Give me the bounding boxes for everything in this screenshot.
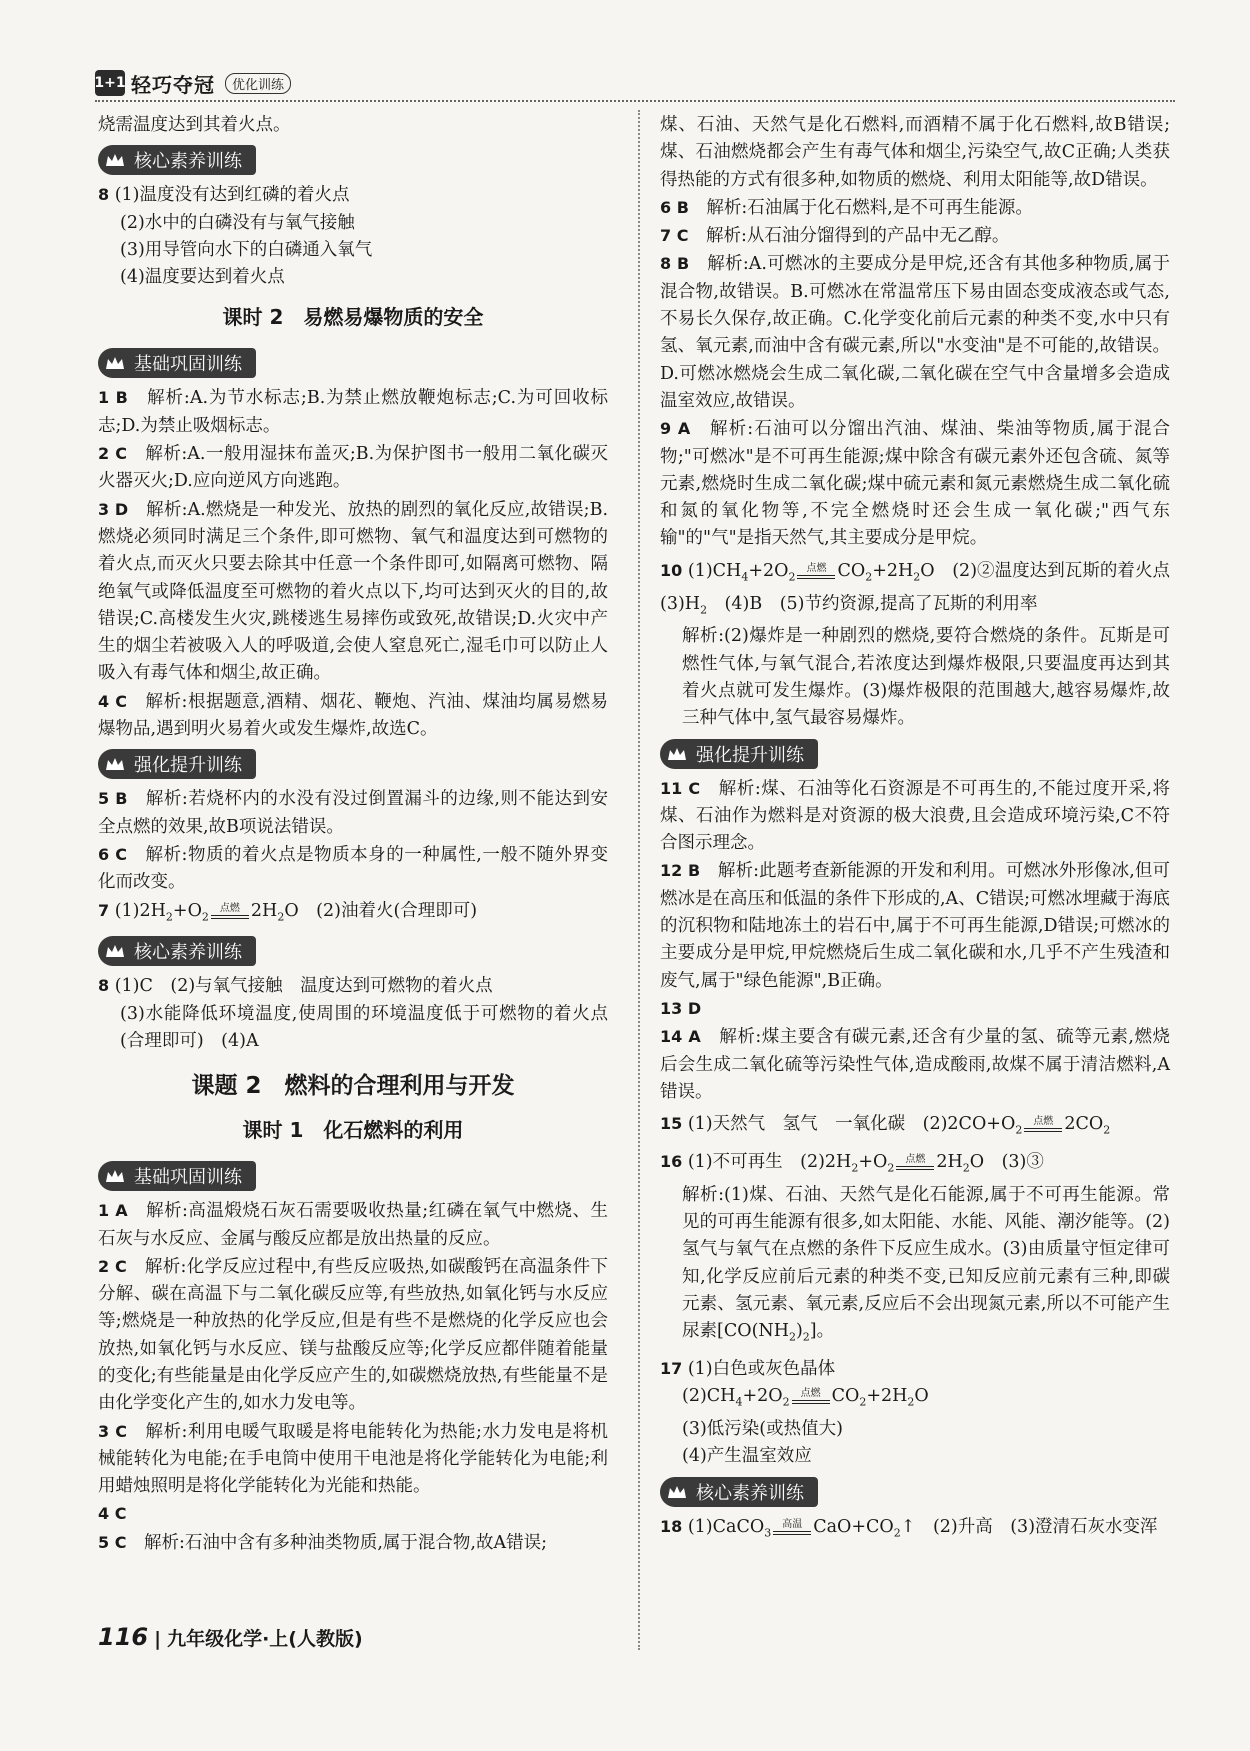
answer-item (98, 785, 608, 841)
equation-part: CO (831, 1386, 860, 1407)
equation-part: 2H (250, 900, 278, 921)
column-divider (638, 110, 640, 1650)
answer-item (660, 1355, 1170, 1383)
question-number: 18 (660, 1516, 683, 1536)
answer-item (98, 1197, 608, 1253)
answer-item (98, 440, 608, 496)
answer-text: 煤、石油、天然气是化石燃料,而酒精不属于化石燃料,故B错误;煤、石油燃烧都会产生有毒气体和烟尘,污染空气,故C正确;人类获得热能的方式有很多种,如物质的燃烧、利用太阳能等,故D错误。 (660, 115, 1170, 190)
crown-icon (666, 745, 688, 763)
subscript: 2 (859, 1395, 867, 1409)
subscript: 2 (1015, 1123, 1023, 1137)
answer-item (98, 1253, 608, 1418)
banner-label: 基础巩固训练 (134, 354, 242, 376)
answer-text: 解析:A.燃烧是一种发光、放热的剧烈的氧化反应,故错误;B.燃烧必须同时满足三个条件,即可燃物、氧气和温度达到可燃物的着火点,而灭火只要去除其中任意一个条件即可,如隔离可燃物、隔绝氧气或降低温度至可燃物的着火点以下,均可达到灭火的目的,故错误;C.高楼发生火灾,跳楼逃生易摔伤或致死,故错误;D.火灾中产生的烟尘若被吸入人的呼吸道,会使人窒息死亡,湿毛巾可以防止人吸入有毒气体和烟尘,故正确。 (98, 499, 609, 684)
equation-part: CaO+CO (813, 1516, 894, 1537)
subscript: 2 (887, 1161, 895, 1175)
answer-text: 解析:石油中含有多种油类物质,属于混合物,故A错误; (143, 1532, 548, 1553)
answer-text: 解析:A.可燃冰的主要成分是甲烷,还含有其他多种物质,属于混合物,故错误。B.可燃冰在常温常压下易由固态变成液态或气态,不易长久保存,故正确。C.化学变化前后元素的种类不变,水中只有氢、氧元素,而油中含有碳元素,所以"水变油"是不可能的,故错误。D.可燃冰燃烧会生成二氧化碳,二氧化碳在空气中含量增多会造成温室效应,故错误。 (660, 254, 1170, 411)
question-number: 11 C (660, 778, 701, 798)
condition-label: 点燃 (905, 1153, 926, 1165)
equation-part: +2H (872, 560, 914, 581)
topic-title: 课题 2 燃料的合理利用与开发 (191, 1073, 515, 1100)
question-number: 8 (98, 976, 110, 996)
answer-item (98, 1529, 608, 1557)
answer-item (98, 972, 608, 1000)
question-number: 16 (660, 1151, 683, 1171)
answer-item (660, 857, 1170, 994)
answer-item (98, 897, 608, 931)
banner-label: 核心素养训练 (134, 942, 242, 964)
answer-text: 解析:化学反应过程中,有些反应吸热,如碳酸钙在高温条件下分解、碳在高温下与二氧化碳反应等,有些放热,如氧化钙与水反应等;燃烧是一种放热的化学反应,但是有些不是燃烧的化学反应也会放热,如氧化钙与水反应、镁与盐酸反应等;化学反应都伴随着能量的变化;有些能量是由化学反应产生的,如碳燃烧放热,有些能量不是由化学变化产生的,如水力发电等。 (98, 1256, 608, 1414)
answer-text (660, 1383, 1170, 1416)
subscript: 4 (741, 570, 749, 584)
question-number: 3 C (98, 1421, 127, 1441)
equation-part: O (3)③ (969, 1151, 1044, 1172)
subscript: 2 (788, 570, 796, 584)
logo-mark-icon: 1+1 (95, 70, 125, 96)
section-banner (98, 1161, 256, 1191)
section-banner (98, 749, 256, 779)
crown-icon (104, 755, 126, 773)
section-banner (660, 739, 818, 769)
banner-label: 强化提升训练 (134, 755, 242, 777)
question-number: 3 D (98, 499, 129, 519)
answer-text: (4)温度要达到着火点 (120, 267, 285, 288)
condition-label: 高温 (782, 1518, 803, 1530)
crown-icon (104, 354, 126, 372)
reaction-condition (773, 1520, 811, 1535)
subscript: 2 (165, 910, 173, 924)
equation-part: (4)B (5)节约资源,提高了瓦斯的利用率 (707, 593, 1038, 614)
header-divider (95, 100, 1175, 102)
answer-item (660, 1148, 1170, 1182)
answer-item (660, 1513, 1170, 1547)
answer-text: (4)产生温室效应 (682, 1446, 812, 1467)
left-column (98, 112, 608, 1557)
explanation-text (660, 1182, 1170, 1351)
brand-title: 轻巧夺冠 (131, 72, 215, 97)
subscript: 2 (865, 570, 873, 584)
footer-divider: | (154, 1628, 162, 1650)
reaction-condition (797, 564, 835, 579)
question-number: 12 B (660, 861, 701, 881)
explanation-part: ]。 (809, 1321, 835, 1342)
answer-text: 解析:石油属于化石燃料,是不可再生能源。 (706, 197, 1033, 218)
section-banner (98, 145, 256, 175)
condition-label: 点燃 (806, 562, 827, 574)
brand-subtitle: 优化训练 (225, 73, 291, 94)
subscript: 2 (700, 603, 708, 617)
equation-part: CO (837, 560, 866, 581)
explanation-part: 解析:(1)煤、石油、天然气是化石能源,属于不可再生能源。常见的可再生能源有很多,如太阳能、水能、风能、潮汐能等。(2)氢气与氧气在点燃的条件下反应生成水。(3)由质量守恒定律可知,化学反应前后元素的种类不变,已知反应前元素有三种,即碳元素、氢元素、氧元素,反应后不会出现氮元素,所以不可能产生尿素[CO(NH (682, 1184, 1170, 1342)
section-banner (660, 1477, 818, 1507)
answer-item (660, 415, 1170, 552)
subscript: 2 (802, 1330, 810, 1344)
book-title: 九年级化学·上(人教版) (167, 1628, 363, 1650)
equation-part: +O (172, 900, 202, 921)
equation-part: 2H (936, 1151, 963, 1172)
subscript: 2 (277, 910, 285, 924)
answer-item (660, 995, 1170, 1023)
question-number: 8 B (660, 254, 690, 274)
answer-text: 解析:根据题意,酒精、烟花、鞭炮、汽油、煤油均属易燃易爆物品,遇到明火易着火或发生爆炸,故选C。 (98, 691, 608, 740)
reaction-condition (1024, 1117, 1062, 1132)
answer-text: (3)低污染(或热值大) (682, 1419, 843, 1440)
equation-part: O (914, 1386, 929, 1407)
equation-part: +2O (742, 1386, 783, 1407)
question-number: 13 D (660, 998, 702, 1018)
answer-text: 解析:利用电暖气取暖是将电能转化为热能;水力发电是将机械能转化为电能;在手电筒中使用干电池是将化学能转化为电能;利用蜡烛照明是将化学能转化为光能和热能。 (98, 1421, 609, 1497)
answer-item (98, 384, 608, 440)
crown-icon (666, 1483, 688, 1501)
answer-item (98, 841, 608, 897)
answer-item (98, 688, 608, 744)
condition-label: 点燃 (219, 902, 240, 914)
answer-text: (1)C (2)与氧气接触 温度达到可燃物的着火点 (114, 976, 493, 997)
section-banner (98, 348, 256, 378)
reaction-condition (896, 1155, 934, 1170)
lesson-title: 课时 1 化石燃料的利用 (242, 1118, 464, 1143)
question-number: 8 (98, 185, 110, 205)
text-line: 烧需温度达到其着火点。 (98, 115, 291, 135)
answer-text: 解析:高温煅烧石灰石需要吸收热量;红磷在氧气中燃烧、生石灰与水反应、金属与酸反应都是放出热量的反应。 (98, 1201, 609, 1249)
equation-part: +2O (748, 560, 789, 581)
equation-part: O (2)②温度达到瓦斯的着火点 (3)H (660, 560, 1188, 614)
page-footer (98, 1623, 363, 1651)
equation-part: (1)不可再生 (2)2H (687, 1151, 852, 1172)
question-number: 10 (660, 560, 683, 580)
question-number: 7 C (660, 226, 689, 246)
equation-part: (1)天然气 氢气 一氧化碳 (2)2CO+O (687, 1114, 1016, 1135)
condition-label: 点燃 (800, 1388, 821, 1400)
banner-label: 核心素养训练 (696, 1482, 804, 1504)
answer-text: 解析:物质的着火点是物质本身的一种属性,一般不随外界变化而改变。 (98, 844, 608, 893)
answer-item (660, 194, 1170, 222)
crown-icon (104, 151, 126, 169)
subscript: 4 (735, 1395, 743, 1409)
banner-label: 核心素养训练 (134, 151, 242, 173)
answer-item (660, 557, 1188, 624)
equation-part: +O (858, 1151, 888, 1172)
question-number: 4 C (98, 691, 127, 711)
question-number: 4 C (98, 1504, 127, 1524)
equation-part: (1)CaCO (687, 1516, 765, 1537)
answer-item (98, 181, 608, 209)
answer-item (98, 1418, 608, 1501)
question-number: 1 B (98, 388, 128, 408)
answer-item (660, 222, 1170, 250)
equation-part: +2H (866, 1386, 908, 1407)
answer-text: 解析:A.一般用湿抹布盖灭;B.为保护图书一般用二氧化碳灭火器灭火;D.应向逆风方向逃跑。 (98, 444, 609, 492)
question-number: 14 A (660, 1027, 701, 1047)
subscript: 2 (1103, 1123, 1111, 1137)
answer-item (98, 496, 608, 688)
answer-text: (3)水能降低环境温度,使周围的环境温度低于可燃物的着火点(合理即可) (4)A (120, 1003, 608, 1051)
brand-logo (95, 69, 291, 98)
answer-text: 解析:若烧杯内的水没有没过倒置漏斗的边缘,则不能达到安全点燃的效果,故B项说法错误。 (98, 789, 608, 837)
answer-text: 解析:煤、石油等化石资源是不可再生的,不能过度开采,将煤、石油作为燃料是对资源的极大浪费,且会造成环境污染,C不符合图示理念。 (660, 778, 1171, 854)
reaction-condition (211, 904, 249, 919)
answer-text: (3)用导管向水下的白磷通入氧气 (120, 239, 373, 260)
page-header (95, 66, 1175, 100)
answer-text: (1)温度没有达到红磷的着火点 (114, 185, 350, 206)
subscript: 2 (913, 570, 921, 584)
crown-icon (104, 942, 126, 960)
answer-text: (2)水中的白磷没有与氧气接触 (120, 212, 355, 233)
reaction-condition (792, 1389, 830, 1404)
subscript: 2 (782, 1395, 790, 1409)
subscript: 2 (788, 1330, 796, 1344)
right-column (660, 112, 1188, 1546)
explanation-text: 解析:(2)爆炸是一种剧烈的燃烧,要符合燃烧的条件。瓦斯是可燃性气体,与氧气混合,若浓度达到爆炸极限,只要温度再达到其着火点就可发生爆炸。(3)爆炸极限的范围越大,越容易爆炸,故三种气体中,氢气最容易爆炸。 (682, 626, 1170, 729)
question-number: 6 C (98, 844, 127, 864)
question-number: 15 (660, 1114, 683, 1134)
equation-part: O (2)油着火(合理即可) (284, 900, 478, 921)
subscript: 2 (893, 1526, 901, 1540)
crown-icon (104, 1167, 126, 1185)
question-number: 9 A (660, 419, 691, 439)
question-number: 2 C (98, 444, 127, 464)
explanation-part: ) (795, 1321, 803, 1342)
section-banner (98, 936, 256, 966)
subscript: 2 (962, 1161, 970, 1175)
condition-label: 点燃 (1033, 1116, 1054, 1128)
answer-item (98, 1500, 608, 1528)
answer-item (660, 775, 1170, 858)
banner-label: 基础巩固训练 (134, 1167, 242, 1189)
answer-text: 解析:A.为节水标志;B.为禁止燃放鞭炮标志;C.为可回收标志;D.为禁止吸烟标志。 (98, 388, 609, 436)
answer-text: 解析:此题考查新能源的开发和利用。可燃冰外形像冰,但可燃冰是在高压和低温的条件下形成的,A、C错误;可燃冰埋藏于海底的沉积物和陆地冻土的岩石中,属于不可再生能源,D错误;可燃冰的主要成分是甲烷,甲烷燃烧后生成二氧化碳和水,几乎不产生残渣和废气,属于"绿色能源",B正确。 (660, 861, 1171, 991)
equation-part: 2CO (1064, 1114, 1104, 1135)
page-number: 116 (98, 1623, 149, 1651)
banner-label: 强化提升训练 (696, 744, 804, 766)
equation-part: (2)CH (682, 1386, 736, 1407)
question-number: 5 C (98, 1532, 127, 1552)
answer-item (660, 250, 1170, 415)
question-number: 6 B (660, 197, 689, 217)
answer-text: 解析:从石油分馏得到的产品中无乙醇。 (705, 226, 1010, 247)
equation-part: ↑ (2)升高 (3)澄清石灰水变浑 (900, 1516, 1158, 1537)
answer-text: 解析:煤主要含有碳元素,还含有少量的氢、硫等元素,燃烧后会生成二氧化硫等污染性气体,造成酸雨,故煤不属于清洁燃料,A错误。 (660, 1027, 1171, 1102)
question-number: 2 C (98, 1256, 127, 1276)
subscript: 2 (201, 910, 209, 924)
lesson-title: 课时 2 易燃易爆物质的安全 (222, 305, 484, 330)
subscript: 2 (851, 1161, 859, 1175)
subscript: 2 (907, 1395, 915, 1409)
equation-part: (1)2H (114, 900, 166, 921)
answer-text: 解析:石油可以分馏出汽油、煤油、柴油等物质,属于混合物;"可燃冰"是不可再生能源;煤中除含有碳元素外还包含硫、氮等元素,燃烧时生成二氧化碳;煤中硫元素和氮元素燃烧生成二氧化硫和氮的氧化物等,不完全燃烧时还会生成一氧化碳;"西气东输"的"气"是指天然气,其主要成分是甲烷。 (660, 419, 1170, 549)
question-number: 1 A (98, 1201, 128, 1221)
question-number: 5 B (98, 789, 128, 809)
equation-part: (1)CH (687, 560, 742, 581)
question-number: 7 (98, 900, 110, 920)
answer-item (660, 1023, 1170, 1106)
subscript: 3 (764, 1526, 772, 1540)
answer-text: (1)白色或灰色晶体 (687, 1358, 836, 1379)
question-number: 17 (660, 1358, 683, 1378)
answer-item (660, 1110, 1170, 1144)
